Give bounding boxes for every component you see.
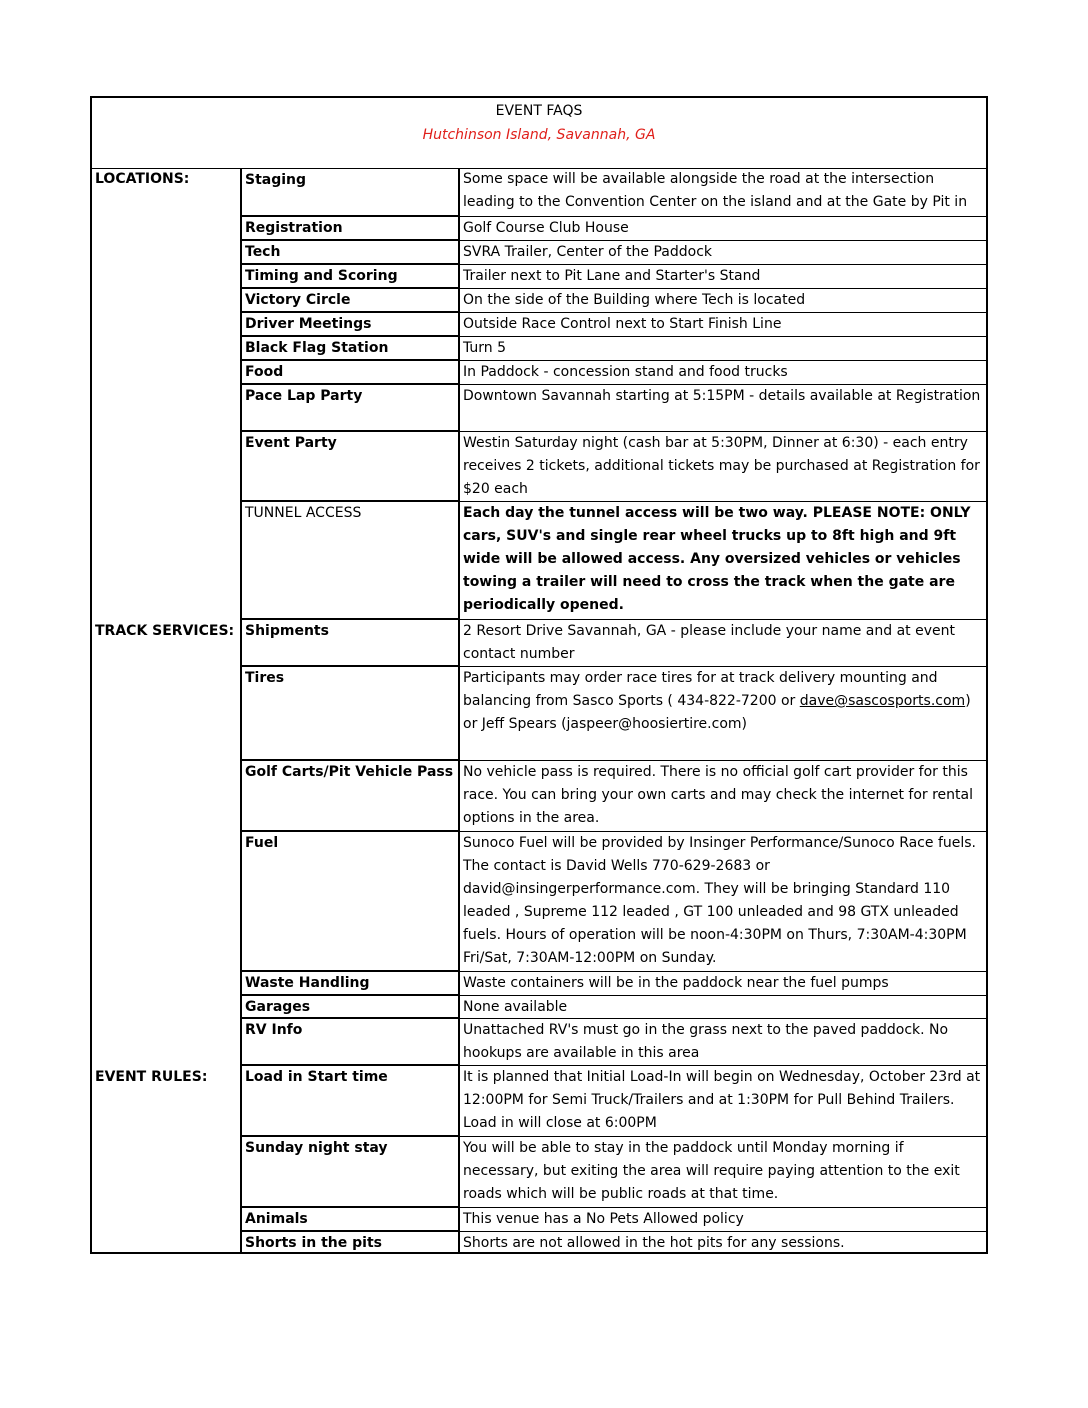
item-detail: It is planned that Initial Load-In will begin on Wednesday, October 23rd at 12:00PM for Semi Truck/Trailers and at 1:30PM for Pull Behind Trailers. Load in will close at 6:00PM bbox=[460, 1066, 986, 1137]
item-detail: On the side of the Building where Tech is located bbox=[460, 289, 986, 313]
page-subtitle: Hutchinson Island, Savannah, GA bbox=[422, 127, 656, 143]
table-row bbox=[92, 1137, 986, 1208]
item-label: Shipments bbox=[240, 620, 460, 667]
section-label bbox=[92, 241, 240, 265]
item-label: Timing and Scoring bbox=[240, 265, 460, 289]
table-row bbox=[92, 972, 986, 996]
table-row bbox=[92, 337, 986, 361]
item-detail: Turn 5 bbox=[460, 337, 986, 361]
item-label: Shorts in the pits bbox=[240, 1232, 460, 1254]
table-row bbox=[92, 1232, 986, 1254]
item-detail: Waste containers will be in the paddock near the fuel pumps bbox=[460, 972, 986, 996]
section-label bbox=[92, 667, 240, 761]
item-detail: In Paddock - concession stand and food trucks bbox=[460, 361, 986, 385]
table-row bbox=[92, 1208, 986, 1232]
item-detail: Some space will be available alongside the road at the intersection leading to the Convention Center on the island and at the Gate by Pit in bbox=[460, 168, 986, 217]
section-label bbox=[92, 832, 240, 972]
section-label: LOCATIONS: bbox=[95, 171, 190, 187]
item-label: Driver Meetings bbox=[240, 313, 460, 337]
item-detail: None available bbox=[460, 996, 986, 1019]
item-detail: Trailer next to Pit Lane and Starter's Stand bbox=[460, 265, 986, 289]
item-detail: Outside Race Control next to Start Finish Line bbox=[460, 313, 986, 337]
section-label: TRACK SERVICES: bbox=[95, 623, 235, 639]
detail-text: ) or Jeff Spears (jaspeer@hoosiertire.com) bbox=[463, 693, 971, 732]
item-label: RV Info bbox=[240, 1019, 460, 1066]
table-row bbox=[92, 667, 986, 761]
page-title: EVENT FAQS bbox=[495, 103, 583, 119]
item-label: Golf Carts/Pit Vehicle Pass bbox=[240, 761, 460, 832]
section-label bbox=[92, 432, 240, 502]
section-label bbox=[92, 502, 240, 620]
item-label: Tires bbox=[240, 667, 460, 761]
section-label bbox=[92, 265, 240, 289]
email-link[interactable]: dave@sascosports.com bbox=[799, 693, 966, 709]
item-detail: No vehicle pass is required. There is no official golf cart provider for this race. You can bring your own carts and may check the internet for rental options in the area. bbox=[460, 761, 986, 832]
item-detail: Shorts are not allowed in the hot pits for any sessions. bbox=[463, 1235, 845, 1251]
item-label: Load in Start time bbox=[240, 1066, 460, 1137]
table-row bbox=[92, 996, 986, 1019]
item-label: Garages bbox=[240, 996, 460, 1019]
table-row bbox=[92, 1019, 986, 1066]
table-row bbox=[92, 241, 986, 265]
section-label bbox=[92, 337, 240, 361]
item-detail: Each day the tunnel access will be two way. PLEASE NOTE: ONLY cars, SUV's and single rear wheel trucks up to 8ft high and 9ft wide will be allowed access. Any oversized vehicles or vehicles towing a trailer will need to cross the track when the gate are periodically opened. bbox=[460, 502, 986, 620]
section-label bbox=[92, 313, 240, 337]
table-row bbox=[92, 168, 986, 217]
table-row bbox=[92, 217, 986, 241]
item-label: Victory Circle bbox=[240, 289, 460, 313]
section-label bbox=[92, 996, 240, 1019]
item-detail: Sunoco Fuel will be provided by Insinger Performance/Sunoco Race fuels. The contact is David Wells 770-629-2683 or david@insingerperformance.com. They will be bringing Standard 110 leaded , Supreme 112 leaded , GT 100 unleaded and 98 GTX unleaded fuels. Hours of operation will be noon-4:30PM on Thurs, 7:30AM-4:30PM Fri/Sat, 7:30AM-12:00PM on Sunday. bbox=[460, 832, 986, 972]
section-label bbox=[92, 361, 240, 385]
item-label: Waste Handling bbox=[240, 972, 460, 996]
item-detail: SVRA Trailer, Center of the Paddock bbox=[460, 241, 986, 265]
detail-text: Participants may order race tires for at track delivery mounting and balancing from Sasco Sports ( 434-822-7200 or bbox=[463, 670, 938, 709]
item-detail: Downtown Savannah starting at 5:15PM - details available at Registration bbox=[460, 385, 986, 432]
faq-header bbox=[92, 98, 986, 169]
section-label bbox=[92, 972, 240, 996]
item-label: Black Flag Station bbox=[240, 337, 460, 361]
item-label: Registration bbox=[240, 217, 460, 241]
table-row bbox=[92, 1066, 986, 1137]
table-row bbox=[92, 761, 986, 832]
section-label bbox=[92, 385, 240, 432]
item-label: Food bbox=[240, 361, 460, 385]
item-label: Tech bbox=[240, 241, 460, 265]
section-label: EVENT RULES: bbox=[95, 1069, 208, 1085]
section-label bbox=[92, 761, 240, 832]
item-label: Sunday night stay bbox=[240, 1137, 460, 1208]
item-detail: Unattached RV's must go in the grass next to the paved paddock. No hookups are available in this area bbox=[460, 1019, 986, 1066]
section-label bbox=[92, 1208, 240, 1232]
item-label: Animals bbox=[240, 1208, 460, 1232]
table-row bbox=[92, 361, 986, 385]
table-row bbox=[92, 620, 986, 667]
item-detail: 2 Resort Drive Savannah, GA - please include your name and at event contact number bbox=[460, 620, 986, 667]
item-detail: You will be able to stay in the paddock until Monday morning if necessary, but exiting the area will require paying attention to the exit roads which will be public roads at that time. bbox=[460, 1137, 986, 1208]
item-label: Staging bbox=[240, 168, 460, 217]
section-label bbox=[92, 1019, 240, 1066]
table-row bbox=[92, 385, 986, 432]
section-label bbox=[92, 217, 240, 241]
table-row bbox=[92, 313, 986, 337]
item-label: TUNNEL ACCESS bbox=[240, 502, 460, 620]
table-row bbox=[92, 502, 986, 620]
item-label: Fuel bbox=[240, 832, 460, 972]
item-detail: This venue has a No Pets Allowed policy bbox=[460, 1208, 986, 1232]
section-label bbox=[92, 1137, 240, 1208]
table-row bbox=[92, 832, 986, 972]
table-row bbox=[92, 432, 986, 502]
item-detail: Golf Course Club House bbox=[460, 217, 986, 241]
item-detail bbox=[460, 667, 986, 761]
section-label bbox=[92, 1232, 240, 1254]
item-label: Event Party bbox=[240, 432, 460, 502]
table-row bbox=[92, 289, 986, 313]
faq-sheet bbox=[90, 96, 988, 1254]
item-detail: Westin Saturday night (cash bar at 5:30PM, Dinner at 6:30) - each entry receives 2 tickets, additional tickets may be purchased at Registration for $20 each bbox=[460, 432, 986, 502]
item-label: Pace Lap Party bbox=[240, 385, 460, 432]
table-row bbox=[92, 265, 986, 289]
section-label bbox=[92, 289, 240, 313]
